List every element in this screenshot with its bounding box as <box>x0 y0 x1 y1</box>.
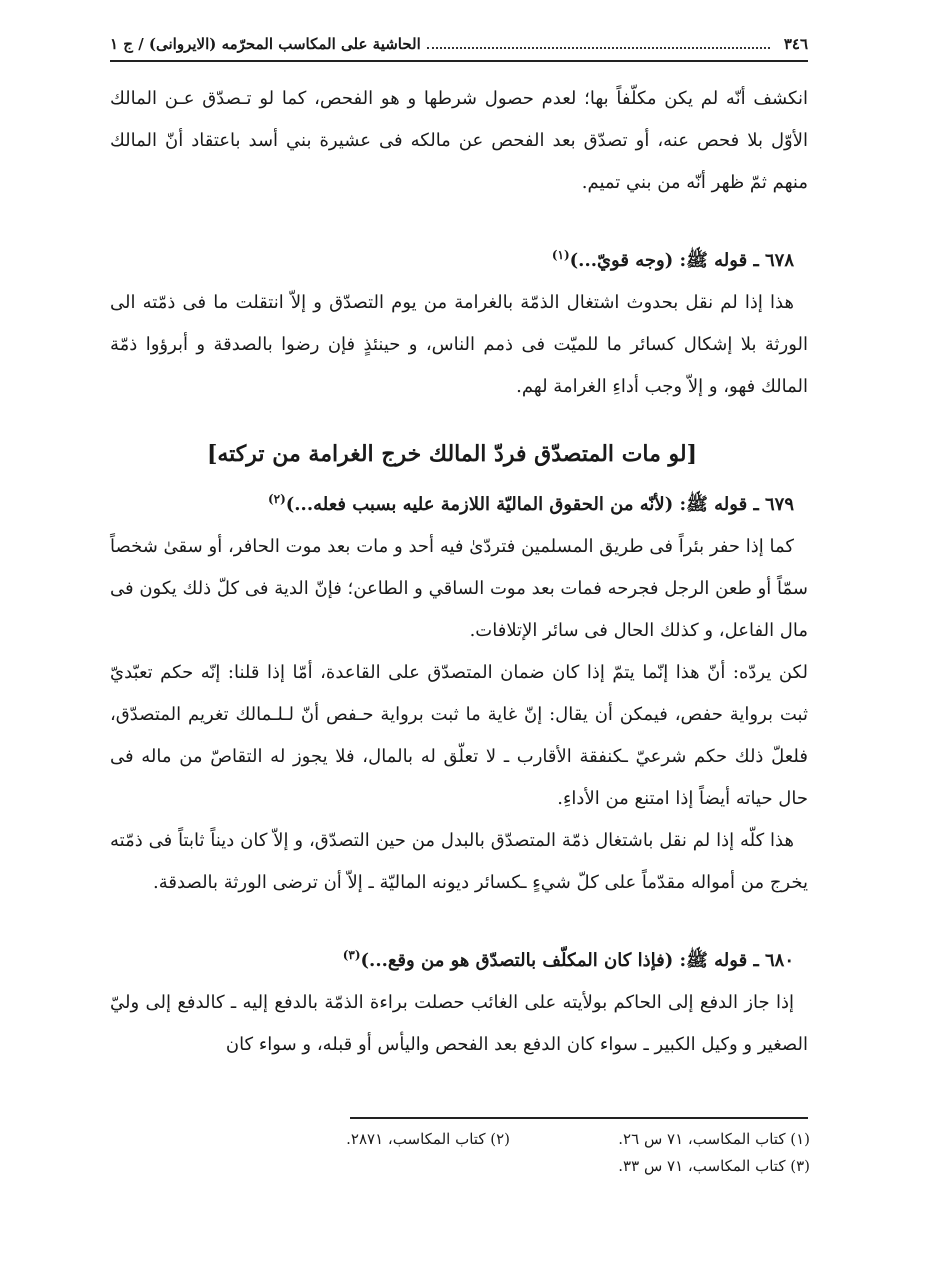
paragraph-679a: كما إذا حفر بئراً فى طريق المسلمين فتردّىٰ فيه أحد و مات بعد موت الحافر، أو سقىٰ شخصاً سمّاً أو طعن الرجل فجرحه فمات بعد موت الساقي و الطاعن؛ فإنّ الدية فى كلّ ذلك يكون فى مال الفاعل، و كذلك الحال فى سائر الإتلافات. <box>110 536 808 641</box>
body-text <box>110 78 808 1066</box>
footnote-ref-2: (٢) <box>267 492 286 506</box>
header-dot-leader <box>427 47 770 49</box>
section-title: [لو مات المتصدّق فردّ المالك خرج الغرامة من تركته] <box>206 441 698 467</box>
spacer <box>110 408 808 430</box>
paragraph-678: هذا إذا لم نقل بحدوث اشتغال الذمّة بالغرامة من يوم التصدّق و إلاّ انتقلت ما فى ذمّته الى الورثة بلا إشكال كسائر ما للميّت فى ذمم الناس، و حينئذٍ فإن رضوا بالصدقة و أبرؤوا ذمّة المالك فهو، و إلاّ وجب أداءِ الغرامة لهم. <box>110 292 808 397</box>
paragraph-679c: هذا كلّه إذا لم نقل باشتغال ذمّة المتصدّق بالبدل من حين التصدّق، و إلاّ كان ديناً ثابتاً فى ذمّته يخرج من أمواله مقدّماً على كلّ شيءٍ ـكسائر ديونه الماليّة ـ إلاّ أن ترضى الورثة بالصدقة. <box>110 830 808 893</box>
entry-heading-680-text: ٦٨٠ ـ قوله ﷺ: (فإذا كان المكلّف بالتصدّق هو من وقع...) <box>360 950 794 971</box>
entry-heading-680 <box>110 934 808 982</box>
footnote-ref-3: (٣) <box>342 948 361 962</box>
page-number: ٣٤٦ <box>783 35 808 53</box>
footnote-1: (١) كتاب المكاسب، ٧١ س ٢٦. <box>618 1130 810 1148</box>
footnote-row <box>240 1153 810 1180</box>
footnote-2: (٢) كتاب المكاسب، ٢٨٧١. <box>346 1130 510 1148</box>
running-title: الحاشية على المكاسب المحرّمه (الايروانى) / ج ١ <box>110 35 421 53</box>
running-header <box>110 30 808 58</box>
paragraph-680: إذا جاز الدفع إلى الحاكم بولأيته على الغائب حصلت براءة الذمّة بالدفع إليه ـ كالدفع إلى وليّ الصغير و وكيل الكبير ـ سواء كان الدفع بعد الفحص واليأس أو قبله، و سواء كان <box>110 992 808 1055</box>
entry-heading-678 <box>110 234 808 282</box>
entry-heading-678-text: ٦٧٨ ـ قوله ﷺ: (وجه قويّ...) <box>569 250 794 271</box>
footnote-ref-1: (١) <box>551 248 570 262</box>
entry-heading-679 <box>110 478 808 526</box>
footnotes <box>240 1126 810 1180</box>
paragraph-intro: انكشف أنّه لم يكن مكلّفاً بها؛ لعدم حصول شرطها و هو الفحص، كما لو تـصدّق عـن المالك الأوّل بلا فحص عنه، أو تصدّق بعد الفحص عن مالكه فى عشيرة بني أسد باعتقاد أنّ المالك منهم ثمّ ظهر أنّه من بني تميم. <box>110 88 808 193</box>
spacer <box>110 204 808 234</box>
footnote-rule <box>350 1117 808 1119</box>
header-rule <box>110 60 808 62</box>
entry-heading-679-text: ٦٧٩ ـ قوله ﷺ: (لأنّه من الحقوق الماليّة اللازمة عليه بسبب فعله...) <box>285 494 794 515</box>
spacer <box>110 904 808 934</box>
paragraph-679b: لكن يردّه: أنّ هذا إنّما يتمّ إذا كان ضمان المتصدّق على القاعدة، أمّا إذا قلنا: إنّه حكم تعبّديّ ثبت برواية حفص، فيمكن أن يقال: إنّ غاية ما ثبت برواية حـفص أنّ لـلـمالك تغريم المتصدّق، فلعلّ ذلك حكم شرعيّ ـكنفقة الأقارب ـ لا تعلّق له بالمال، فلا يجوز له التقاصّ من ماله فى حال حياته أيضاً إذا امتنع من الأداءِ. <box>110 662 808 809</box>
footnote-3: (٣) كتاب المكاسب، ٧١ س ٣٣. <box>618 1157 810 1175</box>
footnote-row <box>240 1126 810 1153</box>
